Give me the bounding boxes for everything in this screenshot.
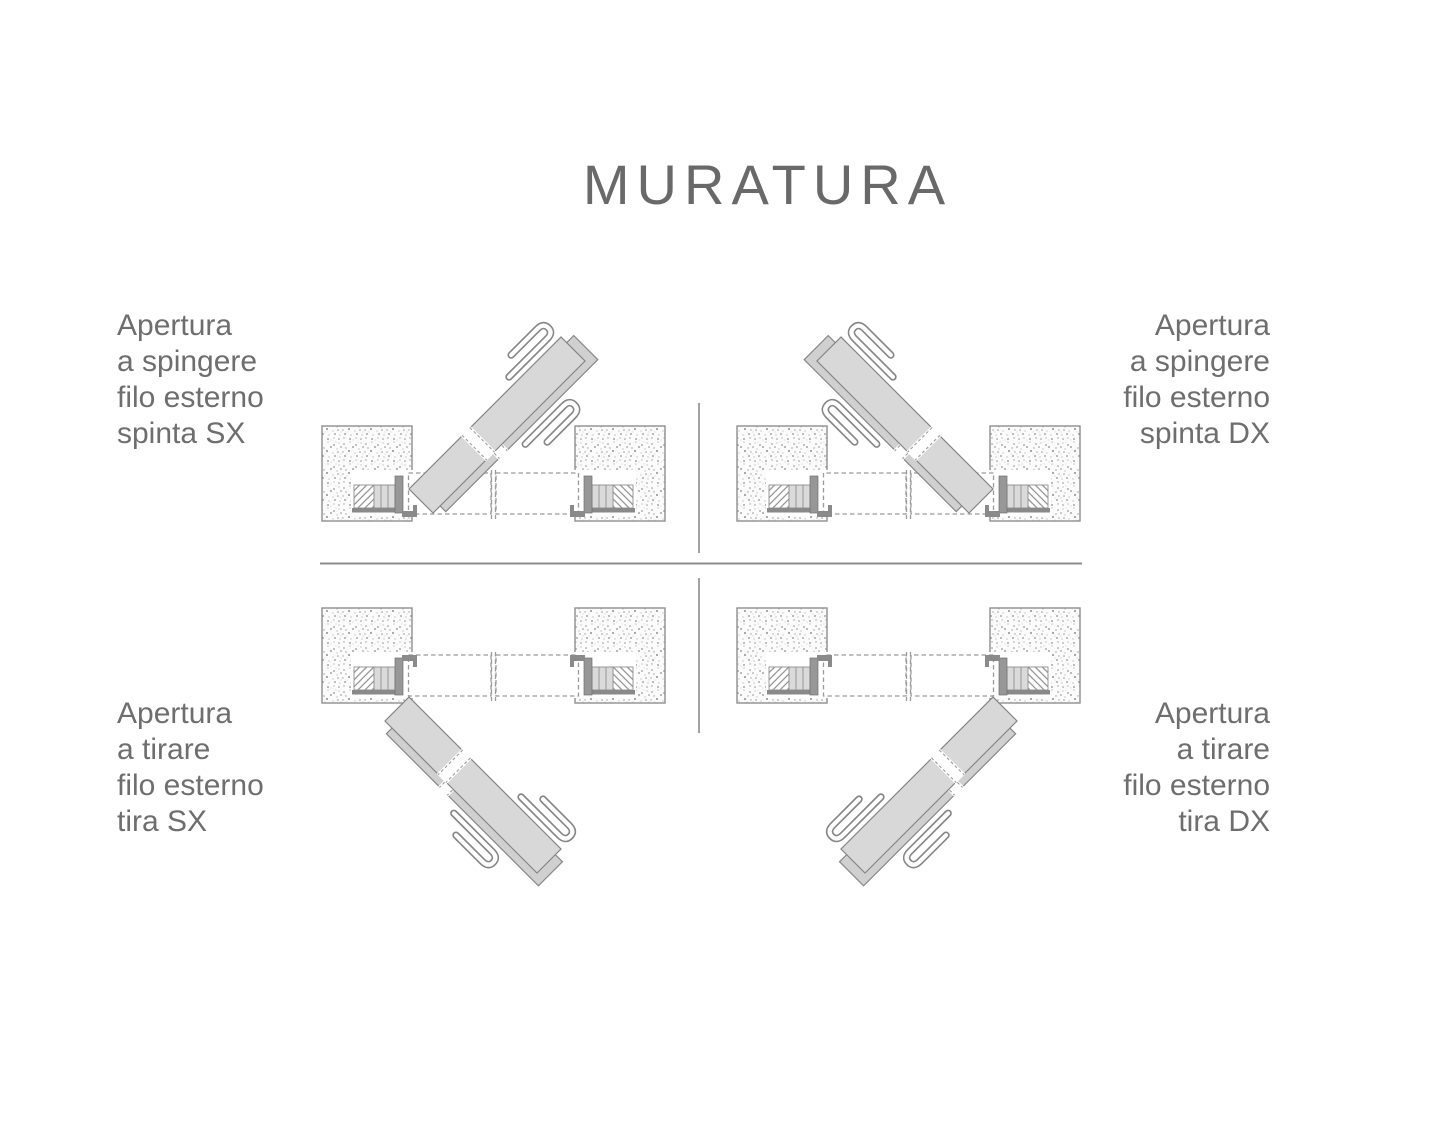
label-bottom-left — [117, 696, 264, 840]
diagram-pull-left — [322, 608, 665, 902]
label-line: Apertura — [1154, 697, 1270, 730]
label-top-right — [1123, 308, 1270, 452]
label-line: spinta SX — [117, 417, 246, 450]
diagram-push-left — [322, 314, 665, 535]
label-line: filo esterno — [117, 381, 264, 414]
label-top-left — [117, 308, 264, 452]
label-line: tira DX — [1178, 805, 1270, 838]
label-line: Apertura — [117, 309, 233, 342]
label-line: filo esterno — [1123, 769, 1270, 802]
label-line: a tirare — [1176, 733, 1270, 766]
label-bottom-right — [1123, 696, 1270, 840]
label-line: filo esterno — [117, 769, 264, 802]
label-line: Apertura — [117, 697, 233, 730]
label-line: tira SX — [117, 805, 208, 838]
label-line: filo esterno — [1123, 381, 1270, 414]
label-line: a spingere — [1129, 345, 1270, 378]
label-line: Apertura — [1154, 309, 1270, 342]
label-line: a spingere — [117, 345, 258, 378]
diagram-push-right — [737, 314, 1080, 535]
page-title: MURATURA — [582, 153, 953, 216]
label-line: a tirare — [117, 733, 211, 766]
diagram-pull-right — [737, 608, 1080, 902]
label-line: spinta DX — [1139, 417, 1270, 450]
